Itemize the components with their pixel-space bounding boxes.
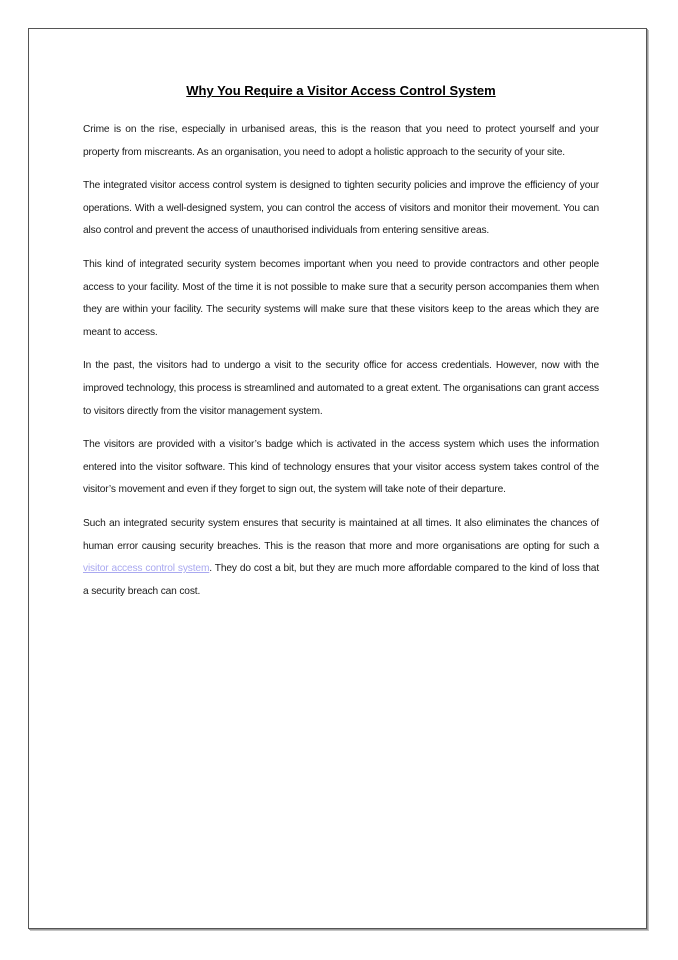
document-page: [28, 28, 647, 929]
paragraph-2: The integrated visitor access control system is designed to tighten security policies and improve the efficiency of your operations. With a well-designed system, you can control the access of visitors and monitor their movement. You can also control and prevent the access of unauthorised individuals from entering sensitive areas.: [83, 180, 599, 237]
paragraph-4: In the past, the visitors had to undergo a visit to the security office for access credentials. However, now with the improved technology, this process is streamlined and automated to a great extent. The organisations can grant access to visitors directly from the visitor management system.: [83, 360, 599, 417]
visitor-access-control-link[interactable]: visitor access control system: [83, 563, 210, 575]
paragraph-1: Crime is on the rise, especially in urbanised areas, this is the reason that you need to protect yourself and your property from miscreants. As an organisation, you need to adopt a holistic approach to the security of your site.: [83, 124, 599, 158]
paragraph-6-text-before-link: Such an integrated security system ensures that security is maintained at all times. It also eliminates the chances of human error causing security breaches. This is the reason that more and more organisations are opting for such a: [83, 517, 599, 552]
paragraph-6-text-after-link: . They do cost a bit, but they are much more affordable compared to the kind of loss that a security breach can cost.: [83, 563, 599, 597]
paragraph-6: [83, 513, 599, 603]
document-content: [83, 83, 599, 614]
document-title: Why You Require a Visitor Access Control System: [186, 83, 496, 98]
paragraph-5: The visitors are provided with a visitor’s badge which is activated in the access system which uses the information entered into the visitor software. This kind of technology ensures that your visitor access system takes control of the visitor’s movement and even if they forget to sign out, the system will take note of their departure.: [83, 439, 599, 496]
paragraph-3: This kind of integrated security system becomes important when you need to provide contractors and other people access to your facility. Most of the time it is not possible to make sure that a security person accompanies them when they are within your facility. The security systems will make sure that these visitors keep to the areas which they are meant to access.: [83, 258, 599, 338]
